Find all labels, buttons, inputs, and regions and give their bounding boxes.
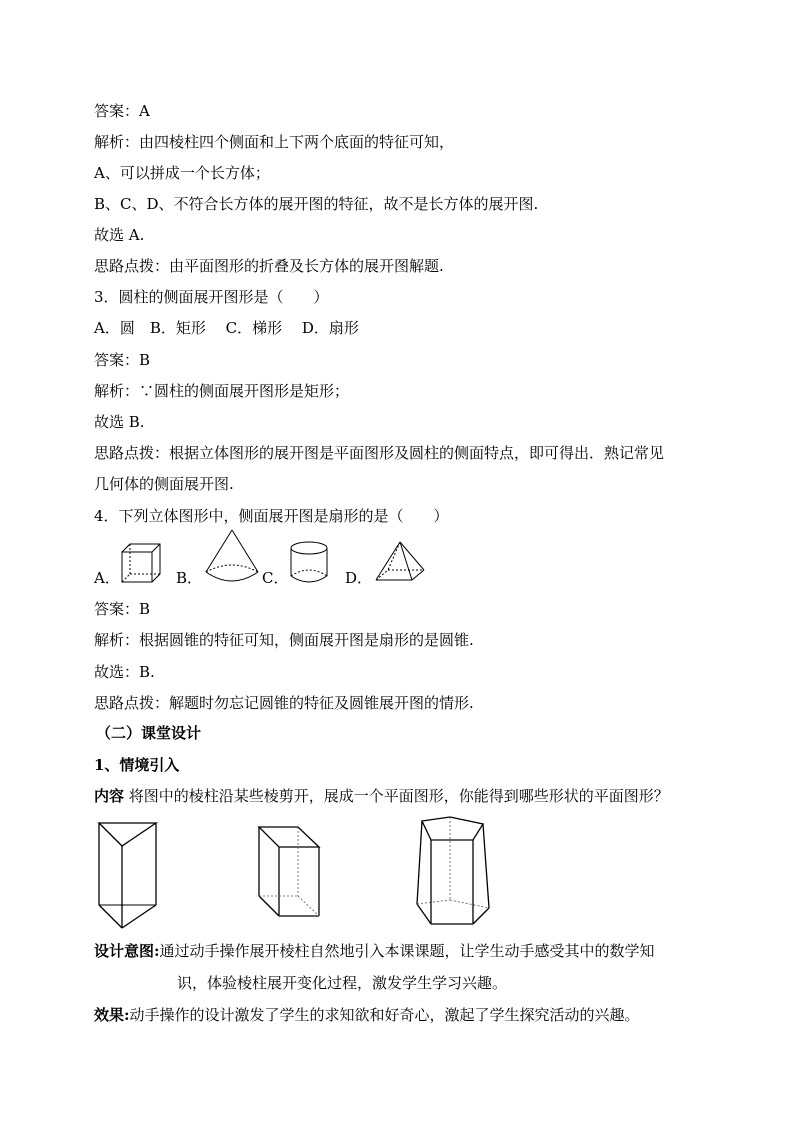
content-text: 将图中的棱柱沿某些棱剪开，展成一个平面图形，你能得到哪些形状的平面图形？: [128, 787, 669, 805]
q4-hint: 思路点拨：解题时勿忘记圆锥的特征及圆锥展开图的情形.: [94, 694, 474, 712]
effect-label: 效果:: [94, 1006, 130, 1024]
q4-label-c: C．: [262, 569, 289, 587]
q3-question: 3．圆柱的侧面展开图形是（ ）: [94, 288, 329, 306]
triangular-prism-figure: [98, 820, 162, 932]
cone-icon: [204, 528, 260, 586]
pentagonal-prism-figure: [413, 816, 493, 930]
content-label: 内容: [94, 787, 125, 805]
q2-option-bcd: B、C、D、不符合长方体的展开图的特征，故不是长方体的展开图.: [94, 195, 539, 213]
q4-label-d: D．: [345, 569, 373, 587]
q4-answer: 答案：B: [94, 600, 151, 618]
effect-line: [94, 1005, 640, 1025]
q2-option-a: A、可以拼成一个长方体；: [94, 164, 270, 182]
q2-analysis: 解析：由四棱柱四个侧面和上下两个底面的特征可知，: [94, 133, 455, 151]
q2-answer: 答案：A: [94, 102, 150, 120]
intent-line2: 识，体验棱柱展开变化过程，激发学生学习兴趣。: [177, 974, 508, 992]
q4-question: 4．下列立体图形中，侧面展开图是扇形的是（ ）: [94, 507, 449, 525]
q3-options: A．圆 B．矩形 C．梯形 D．扇形: [94, 319, 359, 337]
section-subtitle: 1、情境引入: [94, 756, 180, 774]
q4-analysis: 解析：根据圆锥的特征可知，侧面展开图是扇形的是圆锥.: [94, 631, 474, 649]
q4-choose: 故选：B.: [94, 663, 155, 681]
content-line: [94, 786, 669, 806]
q3-hint-line1: 思路点拨：根据立体图形的展开图是平面图形及圆柱的侧面特点，即可得出．熟记常见: [94, 444, 665, 462]
q4-label-b: B．: [176, 569, 203, 587]
q3-hint-line2: 几何体的侧面展开图.: [94, 475, 234, 493]
cube-icon: [120, 540, 162, 584]
intent-label: 设计意图:: [94, 942, 160, 960]
intent-line1: [94, 941, 655, 961]
q2-hint: 思路点拨：由平面图形的折叠及长方体的展开图解题.: [94, 257, 444, 275]
quadrangular-prism-figure: [258, 826, 322, 920]
effect-text: 动手操作的设计激发了学生的求知欲和好奇心，激起了学生探究活动的兴趣。: [129, 1006, 640, 1024]
intent-text-1: 通过动手操作展开棱柱自然地引入本课课题，让学生动手感受其中的数学知: [159, 942, 655, 960]
q2-choose: 故选 A.: [94, 226, 145, 244]
cylinder-icon: [290, 540, 330, 586]
pyramid-icon: [374, 540, 426, 584]
q4-label-a: A．: [94, 569, 120, 587]
q3-analysis: 解析：∵圆柱的侧面展开图形是矩形；: [94, 382, 350, 400]
q3-answer: 答案：B: [94, 351, 151, 369]
section-title: （二）课堂设计: [96, 724, 202, 742]
q3-choose: 故选 B.: [94, 413, 145, 431]
